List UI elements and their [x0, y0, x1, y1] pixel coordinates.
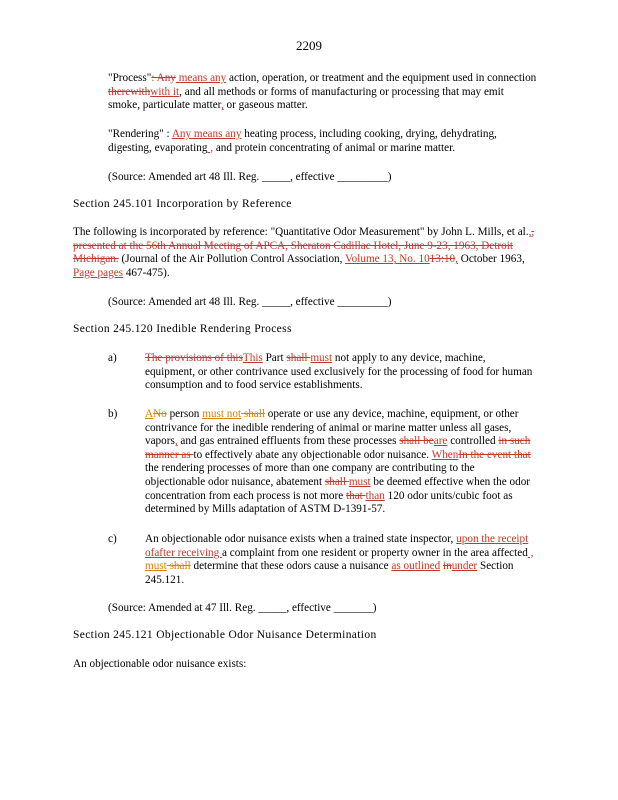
deleted-text: in such manner as	[145, 435, 531, 461]
text: October 1963,	[457, 253, 525, 266]
inserted-text: pages	[94, 266, 124, 279]
deleted-text: shall	[286, 352, 311, 364]
page-number: 2209	[296, 38, 322, 53]
inserted-text: ,	[174, 435, 178, 448]
text: not apply to any device, machine, equipment, or other contrivance used exclusively for the processing of food for human consumption and to food service establishments.	[145, 352, 533, 392]
deleted-text: 13:10	[429, 253, 456, 266]
text: and gas entrained effluents from these processes	[177, 435, 400, 448]
text: or gaseous matter.	[223, 99, 308, 112]
text: to effectively abate any objectionable odor nuisance.	[193, 448, 432, 461]
inserted-text: with it	[150, 85, 180, 98]
section-heading: Section 245.121 Objectionable Odor Nuisance Determination	[73, 629, 377, 641]
deleted-text: shall	[241, 408, 265, 420]
item-label: b)	[108, 408, 118, 420]
inserted-text: as outlined	[391, 560, 441, 573]
source-note: (Source: Amended art 48 Ill. Reg. _____, effective _________)	[108, 171, 392, 183]
section-heading: Section 245.101 Incorporation by Reference	[73, 198, 292, 210]
body-text: An objectionable odor nuisance exists:	[73, 658, 247, 670]
inserted-text: must	[145, 560, 167, 573]
section-heading: Section 245.120 Inedible Rendering Process	[73, 323, 292, 335]
text: action, operation, or treatment and the equipment used in connection	[226, 72, 537, 84]
inserted-text: Volume 13, No. 10	[345, 253, 430, 266]
item-c-text	[145, 533, 537, 587]
inserted-text: ,	[527, 546, 534, 559]
text: Section 245.121.	[145, 560, 514, 586]
text: 467-475).	[123, 266, 170, 279]
inserted-text: Any means any	[171, 128, 242, 140]
item-label: c)	[108, 533, 117, 545]
deleted-text: shall	[166, 560, 191, 573]
inserted-text: under	[451, 560, 478, 573]
inserted-text: than	[365, 489, 385, 502]
deleted-text: therewith	[108, 85, 151, 98]
inserted-text: ,	[455, 253, 458, 266]
text: The following is incorporated by reference: "Quantitative Odor Measurement" by John L. Mills, et al.	[73, 226, 529, 238]
inserted-text: must	[348, 475, 371, 488]
inserted-text: Page	[73, 266, 95, 279]
deleted-text: No	[153, 408, 167, 420]
item-b-text	[145, 408, 537, 517]
text: and protein concentrating of animal or marine matter.	[213, 141, 456, 154]
deleted-text: The provisions of this	[145, 352, 243, 364]
text: "Process"	[108, 72, 152, 84]
deleted-text: In the event that	[458, 448, 531, 461]
inserted-text: A	[145, 408, 154, 420]
item-a-text	[145, 352, 537, 393]
text: "Rendering" :	[108, 128, 172, 140]
text: Part	[262, 352, 287, 364]
text: controlled	[447, 435, 499, 448]
text: operate or use any device, machine, equipment, or other contrivance for the inedible rendering of animal or marine matter unless all gases, vapors	[145, 408, 519, 448]
text: be deemed effective when the odor concentration from each process is not more	[145, 475, 531, 502]
text: determine that these odors cause a nuisance	[190, 560, 392, 573]
item-label: a)	[108, 352, 117, 364]
inserted-text: are	[433, 435, 448, 448]
definition-process	[108, 72, 538, 113]
text: (Journal of the Air Pollution Control Association,	[118, 253, 346, 266]
source-note: (Source: Amended at 47 Ill. Reg. _____, effective _______)	[108, 602, 377, 614]
deleted-text: shall be	[399, 435, 434, 448]
inserted-text: after receiving	[154, 546, 223, 559]
deleted-text: in	[442, 560, 452, 573]
text: An objectionable odor nuisance exists when a trained state inspector,	[145, 533, 457, 545]
inserted-text: must not	[202, 408, 242, 420]
deleted-text: : Any	[151, 72, 176, 84]
deleted-text: that	[346, 489, 366, 502]
inserted-text: ,	[207, 141, 214, 154]
inserted-text: means any	[175, 72, 227, 84]
inserted-text: ,	[220, 99, 224, 112]
inserted-text: must	[310, 352, 333, 364]
text: a complaint from one resident or property owner in the area affected	[222, 546, 528, 559]
incorporation-paragraph	[73, 226, 535, 280]
inserted-text: When	[431, 448, 459, 461]
definition-rendering	[108, 128, 538, 155]
inserted-text: This	[242, 352, 263, 364]
source-note: (Source: Amended art 48 Ill. Reg. _____, effective _________)	[108, 296, 392, 308]
inserted-text: ,	[528, 226, 532, 238]
deleted-text: , presented at the 56th Annual Meeting of APCA, Sheraton Cadillac Hotel, June 9-23, 1963, Detroit Michigan.	[73, 226, 535, 266]
deleted-text: shall	[324, 475, 349, 488]
text: person	[166, 408, 203, 420]
text: the rendering processes of more than one company are contributing to the objectionable odor nuisance, abatement	[145, 462, 475, 488]
text: heating process, including cooking, drying, dehydrating, digesting, evaporating	[108, 128, 497, 154]
text: , and all methods or forms of manufacturing or processing that may emit smoke, particulate matter	[108, 85, 504, 112]
text: 120 odor units/cubic foot as determined by Mills adaptation of ASTM D-1391-57.	[145, 489, 513, 516]
inserted-text: upon the receipt of	[145, 533, 529, 559]
